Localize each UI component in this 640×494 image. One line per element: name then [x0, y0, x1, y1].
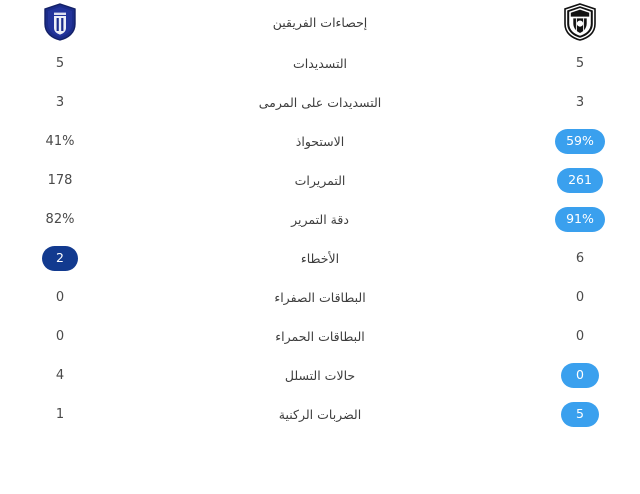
- stat-label: دقة التمرير: [291, 212, 349, 227]
- home-value: 41%: [45, 134, 75, 149]
- away-value: 0: [575, 290, 585, 305]
- away-value-cell: [520, 96, 640, 109]
- home-value: 0: [55, 329, 65, 344]
- home-value-cell: [0, 246, 120, 271]
- stat-row: [0, 395, 640, 434]
- home-value-cell: [0, 291, 120, 304]
- stat-label: البطاقات الصفراء: [274, 290, 366, 305]
- stats-title: إحصاءات الفريقين: [272, 14, 368, 30]
- home-value: 1: [55, 407, 65, 422]
- home-value: 82%: [45, 212, 75, 227]
- home-value-cell: [0, 174, 120, 187]
- stat-label: التسديدات على المرمى: [258, 95, 382, 110]
- away-team-crest-cell: [520, 3, 640, 41]
- home-value: 0: [55, 290, 65, 305]
- away-value: 0: [561, 363, 599, 388]
- home-value: 5: [55, 56, 65, 71]
- home-value-cell: [0, 135, 120, 148]
- home-value: 4: [55, 368, 65, 383]
- home-value-cell: [0, 330, 120, 343]
- stat-row: [0, 239, 640, 278]
- away-value-cell: [520, 129, 640, 154]
- away-value: 3: [575, 95, 585, 110]
- away-value-cell: [520, 330, 640, 343]
- newcastle-united-crest-icon: [563, 3, 597, 41]
- stat-row: [0, 317, 640, 356]
- stat-label: التسديدات: [292, 56, 348, 71]
- stats-rows: [0, 44, 640, 494]
- home-value: 2: [42, 246, 78, 271]
- away-value-cell: [520, 402, 640, 427]
- home-value: 178: [47, 173, 73, 188]
- everton-crest-icon: [43, 3, 77, 41]
- away-value-cell: [520, 57, 640, 70]
- stat-label: حالات التسلل: [284, 368, 356, 383]
- away-value: 261: [557, 168, 603, 193]
- home-value-cell: [0, 369, 120, 382]
- home-value-cell: [0, 213, 120, 226]
- away-value: 5: [575, 56, 585, 71]
- stat-row: [0, 122, 640, 161]
- away-value: 6: [575, 251, 585, 266]
- stats-header: [0, 0, 640, 44]
- stat-row: [0, 200, 640, 239]
- stat-label: البطاقات الحمراء: [275, 329, 365, 344]
- away-value: 91%: [555, 207, 605, 232]
- stat-label: الضربات الركنية: [278, 407, 362, 422]
- away-value-cell: [520, 363, 640, 388]
- away-value: 0: [575, 329, 585, 344]
- stat-row: [0, 278, 640, 317]
- stat-row: [0, 356, 640, 395]
- away-value-cell: [520, 291, 640, 304]
- away-value: 59%: [555, 129, 605, 154]
- home-value-cell: [0, 408, 120, 421]
- away-value-cell: [520, 252, 640, 265]
- away-value-cell: [520, 168, 640, 193]
- home-team-crest-cell: [0, 3, 120, 41]
- stat-label: الأخطاء: [300, 251, 340, 266]
- stat-label: التمريرات: [294, 173, 346, 188]
- stat-label: الاستحواذ: [295, 134, 345, 149]
- away-value: 5: [561, 402, 599, 427]
- stat-row: [0, 44, 640, 83]
- home-value-cell: [0, 96, 120, 109]
- home-value-cell: [0, 57, 120, 70]
- stat-row: [0, 83, 640, 122]
- away-value-cell: [520, 207, 640, 232]
- home-value: 3: [55, 95, 65, 110]
- stat-row: [0, 161, 640, 200]
